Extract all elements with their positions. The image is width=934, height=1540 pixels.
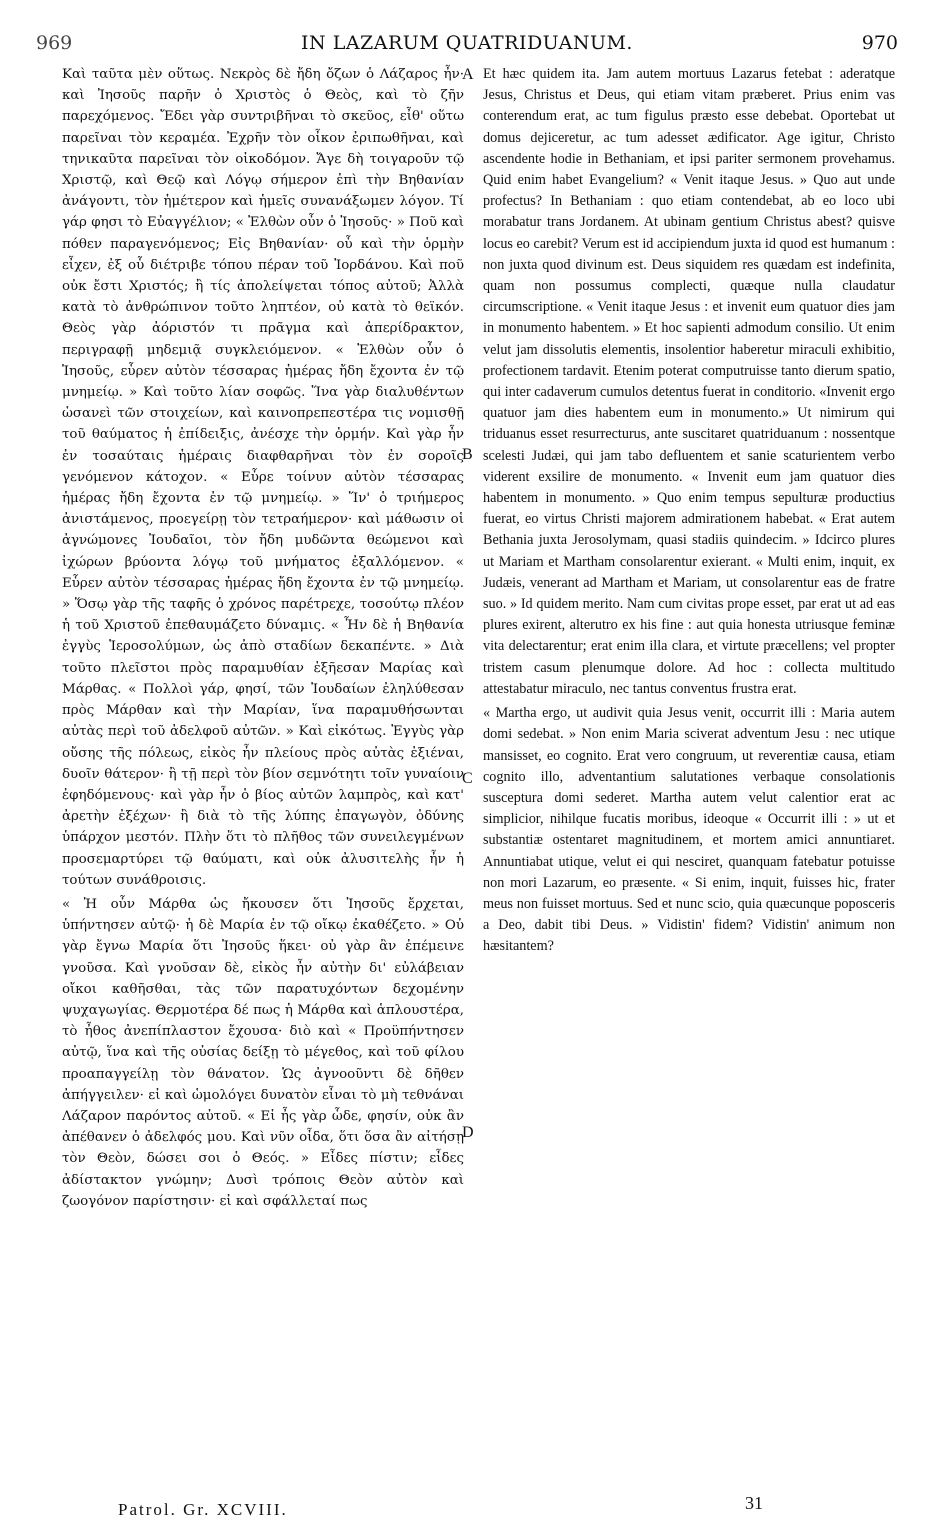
greek-paragraph-1: Καὶ ταῦτα μὲν οὕτως. Νεκρὸς δὲ ἤδη ὄζων ὁ Λάζαρος ἦν· καὶ Ἰησοῦς παρῆν ὁ Χριστὸς ὁ Θεὸς, καὶ τὸ ζῆν παρεχόμενος. Ἔδει γὰρ συντριβῆναι τὸ σκεῦος, εἶθ' οὕτω παρεῖναι τὸν κεραμέα. Ἐχρῆν τὸν οἶκον ἐριπωθῆναι, καὶ τηνικαῦτα παρεῖναι τὸν οἰκοδόμον. Ἄγε δὴ τοιγαροῦν τῷ Χριστῷ, καὶ Θεῷ καὶ Λόγῳ σήμερον ἐπὶ τὴν Βηθανίαν ἀνάγοντι, τὸν ἡμέτερον καὶ ἡμεῖς συνανάξωμεν λόγον. Τί γάρ φησι τὸ Εὐαγγέλιον; « Ἐλθὼν οὖν ὁ Ἰησοῦς· » Ποῦ καὶ πόθεν παραγενόμενος; Εἰς Βηθανίαν· οὗ καὶ τὴν ὁρμὴν εἶχεν, ἐξ οὗ διέτριβε τόπου πέραν τοῦ Ἰορδάνου. Καὶ ποῦ οὐκ ἔστι Χριστός; ἢ τίς ἀπολείψεται τόπος αὐτοῦ; Ἀλλὰ κατὰ τὸ ἀνθρώπινον τοῦτο ληπτέον, οὐ κατὰ τὸ θεϊκόν. Θεὸς γὰρ ἀόριστόν τι πρᾶγμα καὶ ἀπερίδρακτον, περιγραφῇ μηδεμιᾷ συγκλειόμενον. « Ἐλθὼν οὖν ὁ Ἰησοῦς, εὗρεν αὐτὸν τέσσαρας ἡμέρας ἤδη ἔχοντα ἐν τῷ μνημείῳ. » Καὶ τοῦτο λίαν σοφῶς. Ἵνα γὰρ διαλυθέντων ὡσανεὶ τῶν στοιχείων, καὶ καινοπρεπεστέρα τις νομισθῇ τοῦ θαύματος ἡ ἐπίδειξις, ἀνέσχε τὴν ὁρμήν. Καὶ γὰρ ἦν ἐν τοσαύταις ἡμέραις διαφθαρῆναι τὸν ἐν σοροῖς γενόμενον κάτοχον. « Εὗρε τοίνυν αὐτὸν τέσσαρας ἡμέρας ἤδη ἔχοντα ἐν τῷ μνημείῳ. » Ἵν' ὁ τριήμερος ἀνιστάμενος, προεγείρῃ τὸν τετραήμερον· καὶ μάθωσιν οἱ ἀγνώμονες Ἰουδαῖοι, τὸν ἤδη μυδῶντα θεώμενοι καὶ ἰχώρων βρύοντα λόγῳ τοῦ μνήματος ἐξαλλόμενον. « Εὗρεν αὐτὸν τέσσαρας ἡμέρας ἤδη ἔχοντα ἐν τῷ μνημείῳ. » Ὅσῳ γὰρ τῆς ταφῆς ὁ χρόνος παρέτρεχε, τοσούτῳ πλέον ἡ τοῦ Χριστοῦ ἐπεθαυμάζετο δύναμις. « Ἦν δὲ ἡ Βηθανία ἐγγὺς Ἱεροσολύμων, ὡς ἀπὸ σταδίων δεκαπέντε. » Διὰ τοῦτο πλεῖστοι πρὸς παραμυθίαν ἐξῆεσαν Μαρίας καὶ Μάρθας. « Πολλοὶ γάρ, φησί, τῶν Ἰουδαίων ἐληλύθεσαν πρὸς Μάρθαν καὶ τὴν Μαρίαν, ἵνα παραμυθήσωνται αὐτὰς περὶ τοῦ ἀδελφοῦ αὐτῶν. » Καὶ εἰκότως. Ἐγγὺς γὰρ οὔσης τῆς πόλεως, εἰκὸς ἦν πλείους πρὸς αὐτὰς ἐξιέναι, δυοῖν θάτερον· ἢ τῇ περὶ τὸν βίον σεμνότητι τοῖν γυναίοιν ἐφηδόμενους· καὶ γὰρ ἦν ὁ βίος αὐτῶν λαμπρὸς, καὶ κατ' ἀρετὴν ἐξέχων· ἢ διὰ τὸ τῆς λύπης ἐπαγωγὸν, ὀδύνης ὑπάρχον μεστόν. Πλὴν ὅτι τὸ πλῆθος τῶν συνειλεγμένων προσεμαρτύρει τῷ θαύματι, καὶ οὐκ ἀλυσιτελὴς ἦν ἡ τούτων συνάθροισις. (62, 67, 464, 888)
running-title: IN LAZARUM QUATRIDUANUM. (301, 32, 633, 54)
latin-text-column (483, 64, 895, 961)
latin-paragraph-1: Et hæc quidem ita. Jam autem mortuus Lazarus fetebat : aderatque Jesus, Christus et Deus, qui etiam vitam præberet. Prius enim vas conterendum erat, ac tum figulus præsto esse debebat. Oportebat ut domus dejiceretur, ac tum adesset ædificator. Age igitur, Christo ascendente hodie in Bethaniam, et ipsi pariter sermonem provehamus. Quid enim habet Evangelium? « Venit itaque Jesus. » Quo aut unde profectus? In Bethaniam : quo etiam contendebat, ab eo loco ubi morabatur trans Jordanem. At ubinam gentium Christus abest? quisve locus eo carebit? Verum est id accipiendum juxta id quod est humanum : non juxta quod divinum est. Deus siquidem res quædam est indefinita, quam non possumus complecti, quæque nulla claudatur circumscriptione. « Venit itaque Jesus : et invenit eum quatuor dies jam in monumento habentem. » Et hoc sapienti admodum consilio. Ut enim velut jam dissolutis elementis, insolentior haberetur miraculi exhibitio, profectionem tardavit. Etenim poterat computruisse tanto dierum spatio, qui inter cadaverum cumulos detentus fuerat in conditorio. «Invenit ergo quatuor jam dies habentem eum in monumento.» Ut nimirum qui triduanus esset resurrecturus, ante suscitaret quatriduanum : nossentque scelesti Judæi, qui jam tabo defluentem et sanie scaturientem verbo viderent exsilire de monumento. « Invenit eum jam quatuor dies habentem in monumento. » Quo enim tempus sepulturæ productius fuerat, eo virtus Christi majorem admirationem habebat. « Erat autem Bethania juxta Jerosolymam, quasi stadiis quindecim. » Idcirco plures ut Mariam et Martham consolarentur exierant. « Multi enim, inquit, ex Judæis, venerant ad Martham et Mariam, ut consolarentur eas de fratre suo. » Id quidem merito. Nam cum civitas prope esset, par erat ut ad eas plures exirent, alterutro ex his fine : aut quia honesta utriusque feminæ vita delectarentur; erat enim illa clara, et virtute præcellens; vel propter tristem casum plenumque dolore. Ad hoc : collecta multitudo attestabatur miraculo, nec tantus conventus frustra erat. (483, 66, 895, 697)
running-header (0, 28, 934, 64)
margin-marker-b: B (462, 446, 473, 463)
greek-paragraph-2: « Ἡ οὖν Μάρθα ὡς ἤκουσεν ὅτι Ἰησοῦς ἔρχεται, ὑπήντησεν αὐτῷ· ἡ δὲ Μαρία ἐν τῷ οἴκῳ ἐκαθέζετο. » Οὐ γὰρ ἔγνω Μαρία ὅτι Ἰησοῦς ἥκει· οὐ γὰρ ἂν ἐπέμεινε γνοῦσα. Καὶ γνοῦσαν δὲ, εἰκὸς ἦν αὐτὴν δι' εὐλάβειαν οἴκοι καθῆσθαι, τὰς τῶν παρατυχόντων δεχομένην ψυχαγωγίας. Θερμοτέρα δέ πως ἡ Μάρθα καὶ ἁπλουστέρα, τὸ ἦθος ἀνεπίπλαστον ἔχουσα· διὸ καὶ « Προϋπήντησεν αὐτῷ, ἵνα καὶ τῆς οὐσίας δείξῃ τὸ μέγεθος, καὶ τοῦ φίλου προαπαγγείλῃ τὸν θάνατον. Ὡς ἀγνοοῦντι δὲ δῆθεν ἀπήγγειλεν· εἰ καὶ ὡμολόγει δυνατὸν εἶναι τὸ μὴ τεθνάναι Λάζαρον παρόντος αὐτοῦ. « Εἰ ἦς γὰρ ὧδε, φησίν, οὐκ ἂν ἀπέθανεν ὁ ἀδελφός μου. Καὶ νῦν οἶδα, ὅτι ὅσα ἂν αἰτήσῃ τὸν Θεὸν, δώσει σοι ὁ Θεός. » Εἶδες πίστιν; εἶδες ἀδίστακτον γνώμην; Δυσὶ τρόποις Θεὸν αὐτὸν καὶ ζωογόνον παρίστησιν· εἰ καὶ σφάλλεταί πως (62, 896, 464, 1209)
latin-paragraph-2: « Martha ergo, ut audivit quia Jesus venit, occurrit illi : Maria autem domi sedebat. » Non enim Maria sciverat adventum Jesu : nec utique mansisset, eo cognito. Erat vero congruum, ut reverentiæ causa, etiam cognito illo, adventantium salutationes verbaque consolationis susceptura domi sederet. Martha autem velut calentior erat ac simplicior, nihilque fucatis moribus, ideoque « Occurrit illi : » ut et substantiæ ostentaret magnitudinem, et mortem amici annuntiaret. Annuntiabat utique, velut ei qui nesciret, quanquam fatebatur potuisse non mori Lazarum, eo præsente. « Si enim, inquit, fuisses hic, frater meus non fuisset mortuus. Sed et nunc scio, quia quæcunque poposceris a Deo, dabit tibi Deus. » Vidistin' fidem? Vidistin' animum non hæsitantem? (483, 705, 895, 955)
sheet-number: 31 (745, 1493, 763, 1513)
left-page-number: 969 (36, 32, 73, 54)
volume-signature: Patrol. Gr. XCVIII. (118, 1500, 288, 1519)
right-page-number: 970 (861, 32, 898, 54)
margin-marker-d: D (462, 1124, 474, 1141)
greek-text-column (62, 64, 464, 1215)
margin-marker-c: C (462, 770, 473, 787)
margin-marker-a: A (462, 66, 474, 83)
